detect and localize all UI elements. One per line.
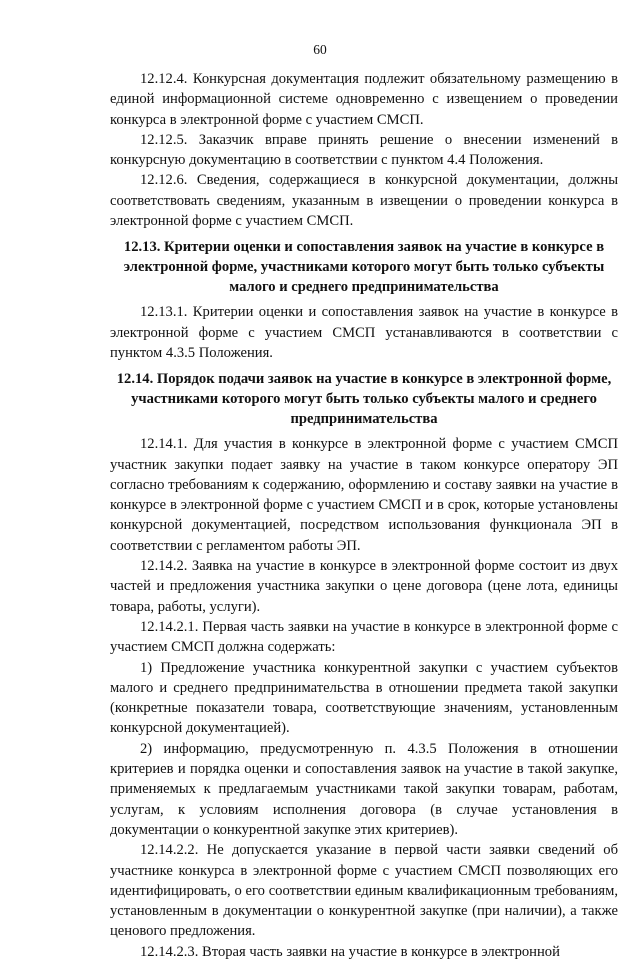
paragraph: 12.12.5. Заказчик вправе принять решение о внесении изменений в конкурсную документацию в соответствии с пунктом 4.4 Положения. — [110, 131, 618, 169]
paragraph: 12.13.1. Критерии оценки и сопоставления заявок на участие в конкурсе в электронной форме с участием СМСП устанавливаются в соответствии с пунктом 4.3.5 Положения. — [110, 304, 618, 361]
document-body — [110, 69, 618, 962]
section-heading: 12.13. Критерии оценки и сопоставления заявок на участие в конкурсе в электронной форме, участниками которого могут быть только субъекты малого и среднего предпринимательства — [123, 239, 605, 296]
paragraph: 12.14.2.3. Вторая часть заявки на участие в конкурсе в электронной — [140, 943, 560, 960]
paragraph: 12.14.2.2. Не допускается указание в первой части заявки сведений об участнике конкурса в электронной форме с участием СМСП позволяющих его идентифицировать, о его соответствии единым квалификационным требованиям, установленным в документации о конкурентной закупке (при наличии), а также ценового предложения. — [110, 842, 618, 940]
paragraph: 12.14.1. Для участия в конкурсе в электронной форме с участием СМСП участник закупки подает заявку на участие в таком конкурсе оператору ЭП согласно требованиям к содержанию, оформлению и составу заявки на участие в конкурсе в электронной форме с участием СМСП и в срок, которые установлены конкурсной документацией, посредством использования функционала ЭП в соответствии с регламентом работы ЭП. — [110, 436, 618, 554]
section-heading: 12.14. Порядок подачи заявок на участие в конкурсе в электронной форме, участниками которого могут быть только субъекты малого и среднего предпринимательства — [116, 371, 612, 428]
paragraph: 2) информацию, предусмотренную п. 4.3.5 Положения в отношении критериев и порядка оценки и сопоставления заявок на участие в такой закупке, применяемых к предлагаемым участниками такой закупки товарам, работам, услугам, к условиям исполнения договора (в случае установления в документации о конкурентной закупке этих критериев). — [110, 740, 618, 838]
paragraph: 1) Предложение участника конкурентной закупки с участием субъектов малого и среднего предпринимательства в отношении предмета такой закупки (конкретные показатели товара, соответствующие значениям, установленным конкурсной документацией). — [110, 659, 618, 737]
page-number: 60 — [313, 42, 327, 57]
paragraph: 12.12.4. Конкурсная документация подлежит обязательному размещению в единой информационной системе одновременно с извещением о проведении конкурса в электронной форме с участием СМСП. — [110, 71, 618, 128]
paragraph: 12.12.6. Сведения, содержащиеся в конкурсной документации, должны соответствовать сведениям, указанным в извещении о проведении конкурса в электронной форме с участием СМСП. — [110, 172, 618, 230]
paragraph: 12.14.2. Заявка на участие в конкурсе в электронной форме состоит из двух частей и предложения участника закупки о цене договора (цене лота, единицы товара, работы, услуги). — [110, 558, 618, 615]
paragraph: 12.14.2.1. Первая часть заявки на участие в конкурсе в электронной форме с участием СМСП должна содержать: — [110, 618, 618, 656]
